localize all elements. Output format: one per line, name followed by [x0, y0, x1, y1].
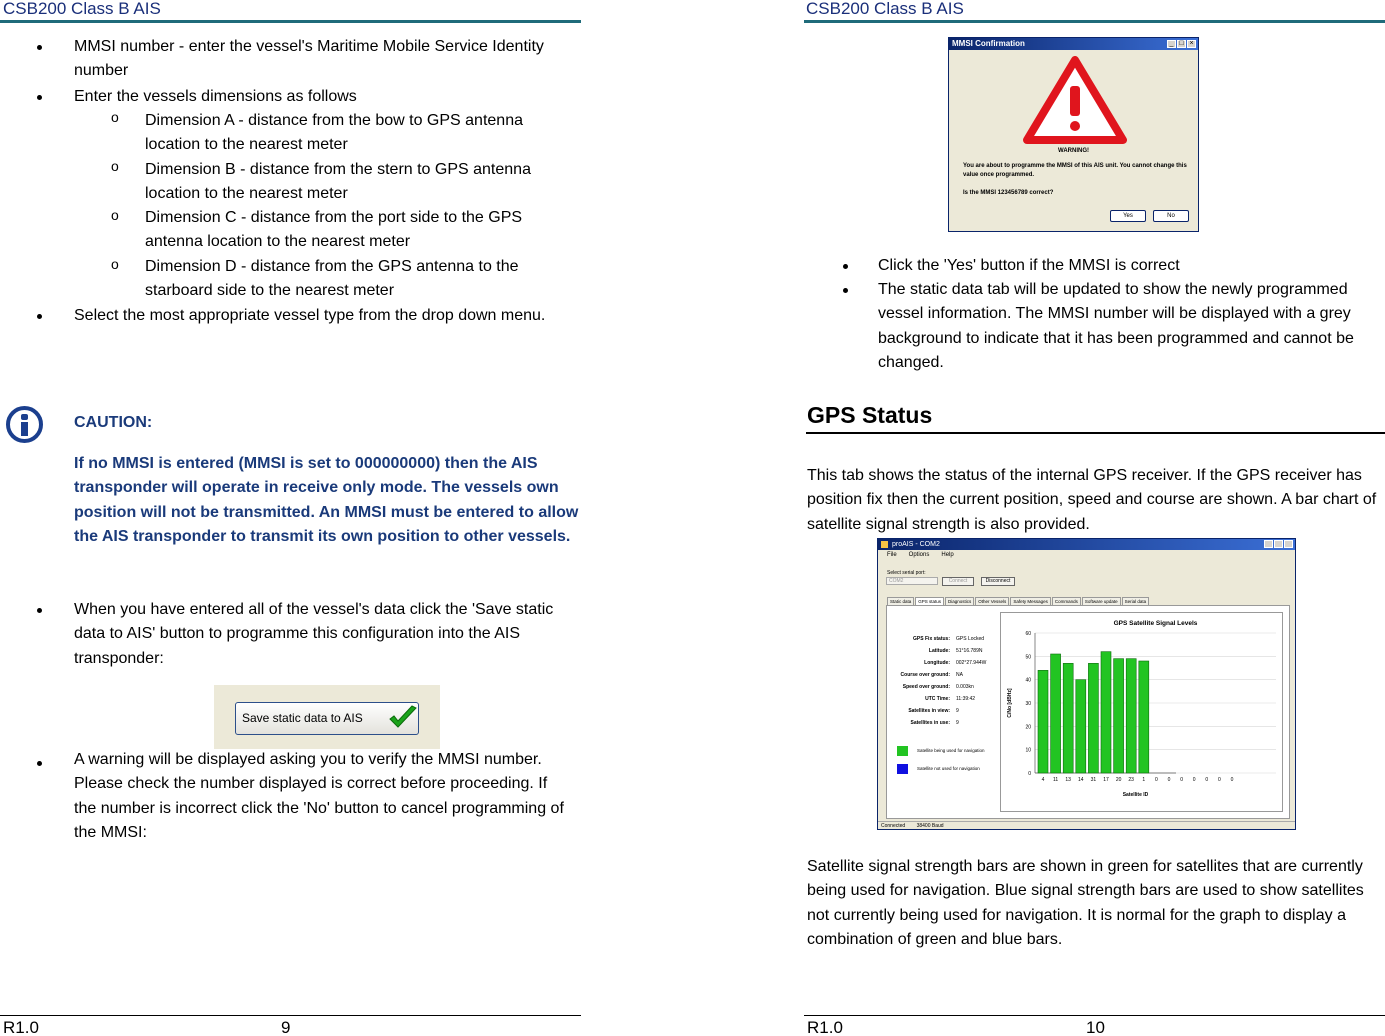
menu-bar [878, 550, 1295, 560]
checkmark-icon [388, 705, 418, 731]
warning-triangle-icon [1023, 56, 1127, 144]
bullet-dot [37, 608, 42, 613]
save-static-data-button[interactable] [235, 702, 419, 735]
bullet-dot [843, 264, 848, 269]
field-label-fix-status: GPS Fix status: [913, 636, 950, 642]
dialog-title: MMSI Confirmation [949, 38, 1198, 50]
chart-bar [1088, 663, 1098, 773]
chart-x-tick-label: 0 [1192, 777, 1196, 783]
sub-dimension-a: Dimension A - distance from the bow to GPS antenna location to the nearest meter [145, 112, 523, 154]
field-value-utc-time: 11:39:42 [956, 696, 976, 702]
legend-label-used: Satellite being used for navigation [917, 748, 985, 753]
maximize-icon[interactable]: □ [1177, 40, 1186, 48]
section-title-gps-status: GPS Status [807, 402, 933, 428]
tab-software-update[interactable]: Software update [1082, 597, 1121, 605]
field-label-sats-in-use: Satellites in use: [910, 720, 950, 726]
field-label-speed: Speed over ground: [902, 684, 950, 690]
field-value-latitude: 51°16.789N [956, 648, 983, 654]
proais-window [877, 538, 1296, 830]
bullet-dot [37, 45, 42, 50]
chart-bar [1051, 654, 1061, 773]
footer-page-right: 10 [1086, 1018, 1105, 1036]
bullet-dot [37, 95, 42, 100]
legend-label-not-used: Satellite not used for navigation [917, 766, 980, 771]
menu-options[interactable]: Options [908, 552, 930, 558]
page-header-right: CSB200 Class B AIS [806, 0, 964, 18]
chart-bar [1126, 659, 1136, 773]
minimize-icon[interactable] [1264, 540, 1273, 548]
sub-dimension-c: Dimension C - distance from the port side to the GPS antenna location to the nearest meter [145, 209, 523, 251]
serial-port-select[interactable]: COM2 [886, 577, 938, 585]
chart-x-tick-label: 31 [1090, 777, 1097, 783]
field-value-course: NA [956, 672, 963, 678]
chart-x-tick-label: 17 [1103, 777, 1109, 783]
satellite-bars-paragraph: Satellite signal strength bars are shown in green for satellites that are currently being used for navigation. Blue signal strength bars are used to show satellites not currently being used for navigation. It is normal for the graph to display a combination of green and blue bars. [807, 858, 1364, 949]
save-button-screenshot [214, 685, 440, 749]
chart-y-tick-label: 0 [1028, 771, 1031, 777]
legend-swatch-not-used [897, 764, 908, 774]
bullet-dot [37, 761, 42, 766]
bullet-dimensions: Enter the vessels dimensions as follows [74, 88, 357, 105]
chart-x-tick-label: 0 [1230, 777, 1234, 783]
gps-intro-paragraph: This tab shows the status of the internal GPS receiver. If the GPS receiver has position fix then the current position, speed and course are shown. A bar chart of satellite signal strength is also provided. [807, 467, 1377, 533]
tab-safety-messages[interactable]: Safety Messages [1010, 597, 1051, 605]
close-icon[interactable] [1284, 540, 1293, 548]
sub-bullet-marker: o [111, 256, 119, 272]
dialog-question: Is the MMSI 123456789 correct? [963, 190, 1054, 196]
dialog-window-controls [1167, 40, 1196, 48]
status-bar [878, 821, 1296, 830]
chart-x-tick-label: 0 [1205, 777, 1209, 783]
menu-help[interactable]: Help [941, 552, 954, 558]
mmsi-confirmation-dialog [948, 37, 1199, 232]
chart-bar [1076, 680, 1086, 773]
page-header-left: CSB200 Class B AIS [3, 0, 161, 18]
window-controls [1264, 540, 1293, 548]
tab-gps-status[interactable]: GPS status [915, 597, 944, 605]
chart-y-tick-label: 60 [1025, 631, 1031, 637]
tab-diagnostics[interactable]: Diagnostics [945, 597, 974, 605]
legend-swatch-used [897, 746, 908, 756]
field-label-utc-time: UTC Time: [925, 696, 950, 702]
field-value-sats-in-use: 9 [956, 720, 959, 726]
chart-y-tick-label: 50 [1025, 654, 1031, 661]
window-titlebar [878, 539, 1295, 550]
chart-x-tick-label: 4 [1041, 777, 1045, 783]
serial-port-label: Select serial port: [887, 570, 926, 576]
chart-x-tick-label: 0 [1155, 777, 1158, 783]
bullet-click-yes: Click the 'Yes' button if the MMSI is correct [878, 257, 1180, 274]
field-value-fix-status: GPS Locked [956, 636, 985, 642]
chart-x-tick-label: 11 [1052, 777, 1059, 783]
chart-y-tick-label: 10 [1025, 747, 1031, 754]
footer-revision-right: R1.0 [807, 1018, 843, 1036]
chart-title: GPS Satellite Signal Levels [1113, 620, 1198, 627]
signal-chart-frame [1000, 612, 1283, 812]
gps-status-panel [886, 605, 1290, 819]
minimize-icon[interactable]: _ [1167, 40, 1176, 48]
footer-revision-left: R1.0 [3, 1018, 39, 1036]
chart-y-tick-label: 20 [1025, 724, 1031, 731]
chart-bar [1063, 663, 1073, 773]
bullet-dot [37, 314, 42, 319]
bullet-save: When you have entered all of the vessel's data click the 'Save static data to AIS' button to programme this configuration into the AIS transponder: [74, 601, 554, 667]
info-icon [6, 406, 43, 443]
dialog-message: You are about to programme the MMSI of this AIS unit. You cannot change this value once programmed. [963, 163, 1187, 178]
app-icon [881, 541, 888, 548]
tab-serial-data[interactable]: Serial data [1122, 597, 1150, 605]
field-value-speed: 0.003kn [956, 684, 974, 690]
footer-rule-left [0, 1015, 581, 1016]
yes-button[interactable]: Yes [1110, 210, 1146, 222]
field-value-longitude: 002°27.944W [956, 660, 987, 666]
chart-x-tick-label: 20 [1115, 777, 1122, 783]
chart-y-tick-label: 30 [1025, 701, 1031, 707]
footer-rule-right [804, 1015, 1385, 1016]
bullet-vessel-type: Select the most appropriate vessel type from the drop down menu. [74, 307, 546, 324]
tab-commands[interactable]: Commands [1052, 597, 1081, 605]
disconnect-button[interactable]: Disconnect [981, 577, 1015, 586]
connect-button[interactable]: Connect [942, 577, 974, 586]
chart-x-tick-label: 0 [1180, 777, 1183, 783]
sub-bullet-marker: o [111, 109, 119, 125]
bullet-static-tab-updated: The static data tab will be updated to show the newly programmed vessel information. The MMSI number will be displayed with a grey background to indicate that it has been programmed and cannot be changed. [878, 281, 1354, 372]
chart-x-tick-label: 23 [1128, 777, 1134, 783]
close-icon[interactable]: × [1187, 40, 1196, 48]
chart-x-tick-label: 14 [1078, 777, 1084, 783]
field-label-longitude: Longitude: [924, 660, 950, 666]
chart-y-axis-label: C/No [dBHz] [1007, 688, 1013, 718]
sub-bullet-marker: o [111, 207, 119, 223]
chart-bar [1139, 661, 1149, 773]
caution-title: CAUTION: [74, 414, 153, 431]
chart-x-tick-label: 1 [1142, 777, 1146, 783]
sub-bullet-marker: o [111, 158, 119, 174]
chart-x-tick-label: 0 [1167, 777, 1171, 783]
no-button[interactable]: No [1153, 210, 1189, 222]
bullet-mmsi: MMSI number - enter the vessel's Maritime Mobile Service Identity number [74, 38, 544, 80]
caution-body: If no MMSI is entered (MMSI is set to 000000000) then the AIS transponder will operate in receive only mode. The vessels own position will not be transmitted. An MMSI must be entered to allow the AIS transponder to transmit its own position to other vessels. [74, 455, 579, 546]
tab-other-vessels[interactable]: Other Vessels [975, 597, 1009, 605]
status-connected: Connected [881, 823, 906, 829]
footer-page-left: 9 [281, 1018, 291, 1036]
save-button-label: Save static data to AIS [242, 711, 363, 725]
chart-y-tick-label: 40 [1025, 677, 1031, 684]
chart-x-tick-label: 0 [1218, 777, 1221, 783]
field-value-sats-in-view: 9 [956, 708, 959, 714]
status-baud: 38400 Baud [916, 823, 944, 829]
chart-bar [1101, 652, 1111, 773]
bullet-dot [843, 288, 848, 293]
tab-static-data[interactable]: Static data [887, 597, 914, 605]
bullet-warning: A warning will be displayed asking you to verify the MMSI number. Please check the number displayed is correct before proceeding. If the number is incorrect click the 'No' button to cancel programming of the MMSI: [74, 751, 564, 842]
field-label-sats-in-view: Satellites in view: [908, 708, 950, 714]
field-label-course: Course over ground: [900, 672, 950, 678]
chart-x-axis-label: Satellite ID [1122, 792, 1149, 798]
header-rule-right [804, 20, 1385, 23]
chart-bar [1038, 670, 1048, 773]
tab-bar [887, 597, 1150, 605]
header-rule-left [0, 20, 581, 23]
dialog-warning-heading: WARNING! [1058, 148, 1089, 154]
menu-file[interactable]: File [887, 552, 897, 558]
maximize-icon[interactable] [1274, 540, 1283, 548]
chart-bar [1114, 659, 1124, 773]
field-label-latitude: Latitude: [928, 648, 950, 654]
chart-x-tick-label: 13 [1065, 777, 1071, 783]
sub-dimension-d: Dimension D - distance from the GPS antenna to the starboard side to the nearest meter [145, 258, 519, 300]
sub-dimension-b: Dimension B - distance from the stern to GPS antenna location to the nearest meter [145, 161, 531, 203]
window-title: proAIS - COM2 [892, 541, 940, 548]
section-rule [806, 432, 1385, 434]
signal-level-chart [1001, 613, 1282, 811]
